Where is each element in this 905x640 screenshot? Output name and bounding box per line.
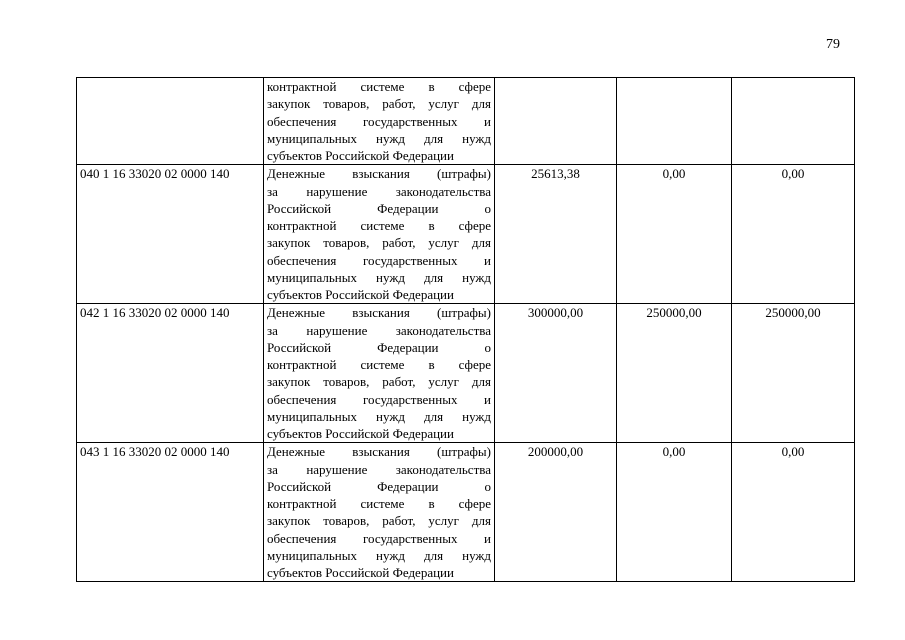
- description-line: за нарушение законодательства: [267, 183, 491, 199]
- revenue-description: [264, 78, 495, 165]
- description-line: закупок товаров, работ, услуг для: [267, 513, 491, 529]
- description-line: субъектов Российской Федерации: [267, 565, 454, 580]
- budget-classification-code: 040 1 16 33020 02 0000 140: [77, 165, 264, 304]
- description-line: Денежные взыскания (штрафы): [267, 305, 491, 321]
- description-line: Денежные взыскания (штрафы): [267, 444, 491, 460]
- amount-year-3: 250000,00: [732, 304, 855, 443]
- amount-year-1: 300000,00: [495, 304, 617, 443]
- description-line: обеспечения государственных и: [267, 530, 491, 546]
- description-line: контрактной системе в сфере: [267, 357, 491, 372]
- description-line: контрактной системе в сфере: [267, 218, 491, 233]
- amount-year-2: 250000,00: [617, 304, 732, 443]
- revenue-description: [264, 304, 495, 443]
- description-line: закупок товаров, работ, услуг для: [267, 96, 491, 112]
- budget-revenue-table: [76, 77, 855, 582]
- amount-year-2: 0,00: [617, 443, 732, 582]
- amount-year-1: 200000,00: [495, 443, 617, 582]
- amount-year-1: [495, 78, 617, 165]
- description-line: обеспечения государственных и: [267, 113, 491, 129]
- description-line: Российской Федерации о: [267, 339, 491, 355]
- description-line: Российской Федерации о: [267, 200, 491, 216]
- table-row: [77, 165, 855, 304]
- description-line: обеспечения государственных и: [267, 252, 491, 268]
- revenue-description: [264, 165, 495, 304]
- budget-classification-code: [77, 78, 264, 165]
- description-line: Российской Федерации о: [267, 478, 491, 494]
- description-line: субъектов Российской Федерации: [267, 148, 454, 163]
- budget-classification-code: 042 1 16 33020 02 0000 140: [77, 304, 264, 443]
- description-line: муниципальных нужд для нужд: [267, 547, 491, 563]
- amount-year-2: 0,00: [617, 165, 732, 304]
- amount-year-3: [732, 78, 855, 165]
- revenue-description: [264, 443, 495, 582]
- table-row: [77, 443, 855, 582]
- description-line: закупок товаров, работ, услуг для: [267, 235, 491, 251]
- amount-year-3: 0,00: [732, 443, 855, 582]
- table-row: [77, 78, 855, 165]
- description-line: муниципальных нужд для нужд: [267, 130, 491, 146]
- description-line: контрактной системе в сфере: [267, 496, 491, 511]
- description-line: контрактной системе в сфере: [267, 79, 491, 94]
- amount-year-1: 25613,38: [495, 165, 617, 304]
- description-line: субъектов Российской Федерации: [267, 426, 454, 441]
- budget-classification-code: 043 1 16 33020 02 0000 140: [77, 443, 264, 582]
- description-line: закупок товаров, работ, услуг для: [267, 374, 491, 390]
- table-row: [77, 304, 855, 443]
- description-line: муниципальных нужд для нужд: [267, 408, 491, 424]
- description-line: обеспечения государственных и: [267, 391, 491, 407]
- description-line: за нарушение законодательства: [267, 461, 491, 477]
- page-number: 79: [826, 37, 840, 52]
- description-line: муниципальных нужд для нужд: [267, 269, 491, 285]
- amount-year-2: [617, 78, 732, 165]
- description-line: за нарушение законодательства: [267, 322, 491, 338]
- description-line: Денежные взыскания (штрафы): [267, 166, 491, 182]
- amount-year-3: 0,00: [732, 165, 855, 304]
- description-line: субъектов Российской Федерации: [267, 287, 454, 302]
